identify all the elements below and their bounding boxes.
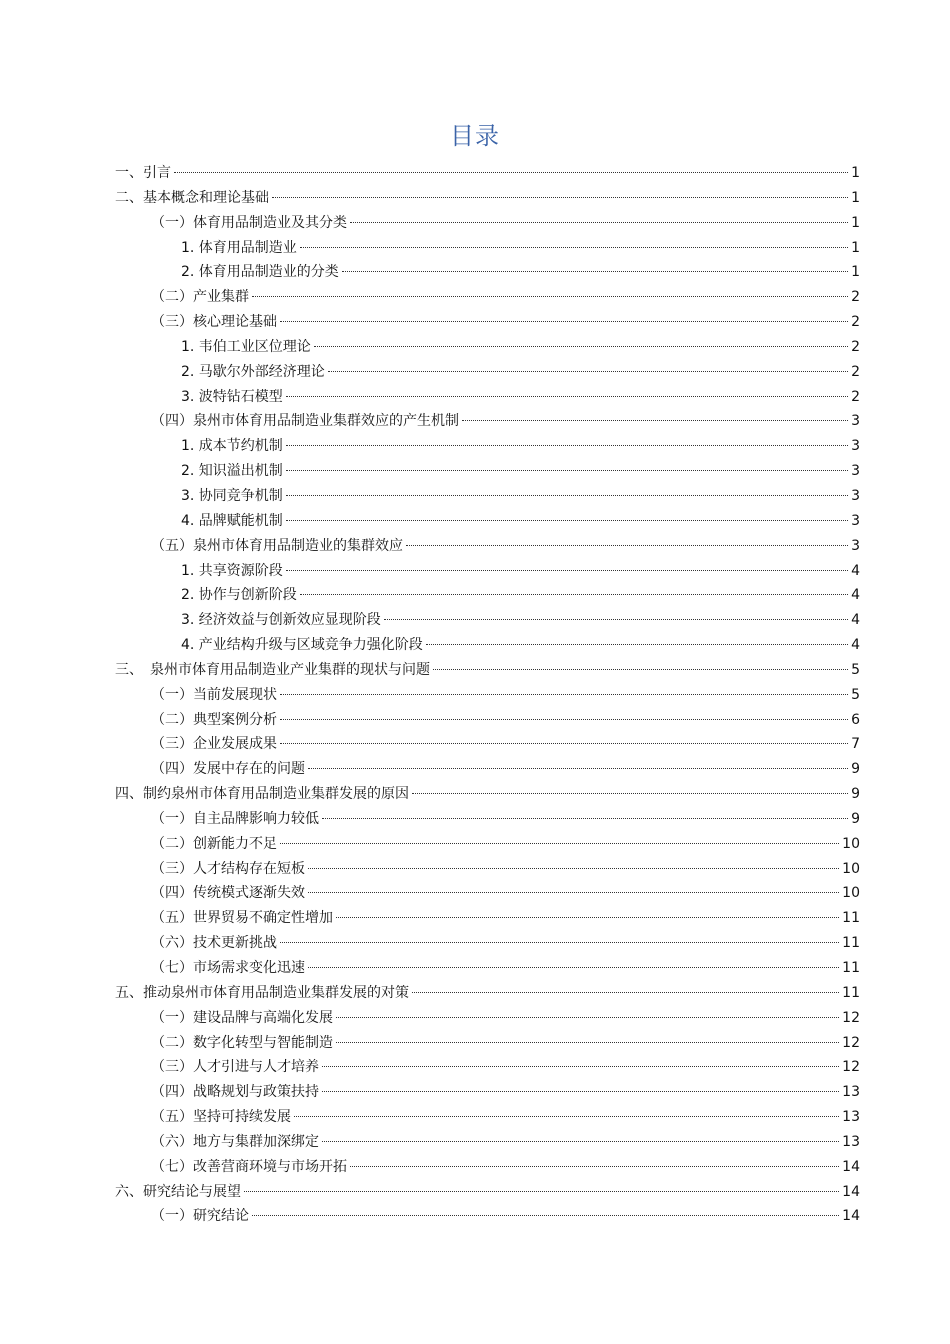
toc-entry-page-number: 3 [851, 438, 860, 455]
toc-entry[interactable] [115, 1105, 860, 1130]
toc-entry[interactable] [115, 1006, 860, 1031]
toc-entry-page-number: 11 [842, 960, 860, 976]
toc-entry-label: （三）人才结构存在短板 [151, 860, 305, 877]
toc-entry-page-number: 4 [851, 612, 860, 629]
toc-entry-page-number: 11 [842, 910, 860, 927]
toc-entry-page-number: 11 [842, 935, 860, 952]
toc-entry-label: （四）传统模式逐渐失效 [151, 885, 305, 902]
toc-entry[interactable] [115, 434, 860, 459]
toc-entry-page-number: 2 [851, 363, 860, 380]
toc-entry-label: （一）体育用品制造业及其分类 [151, 214, 347, 231]
toc-entry[interactable] [115, 658, 860, 683]
toc-entry-page-number: 12 [842, 1009, 860, 1026]
toc-dot-leader [300, 594, 848, 595]
toc-entry-page-number: 14 [842, 1208, 860, 1225]
toc-entry-label: （七）市场需求变化迅速 [151, 960, 305, 976]
toc-entry[interactable] [115, 832, 860, 857]
toc-dot-leader [328, 371, 848, 372]
toc-dot-leader [280, 719, 848, 720]
toc-dot-leader [280, 321, 848, 322]
toc-dot-leader [286, 570, 848, 571]
toc-dot-leader [462, 420, 848, 421]
toc-entry-label: （五）世界贸易不确定性增加 [151, 910, 333, 927]
toc-dot-leader [308, 868, 839, 869]
toc-entry[interactable] [115, 782, 860, 807]
toc-entry-page-number: 12 [842, 1059, 860, 1076]
toc-entry[interactable] [115, 1031, 860, 1056]
toc-entry[interactable] [115, 708, 860, 733]
toc-dot-leader [342, 271, 848, 272]
toc-dot-leader [252, 296, 848, 297]
toc-entry-label: （三）核心理论基础 [151, 314, 277, 331]
toc-entry[interactable] [115, 211, 860, 236]
toc-entry[interactable] [115, 186, 860, 211]
toc-entry[interactable] [115, 1180, 860, 1205]
toc-entry[interactable] [115, 161, 860, 186]
toc-entry[interactable] [115, 484, 860, 509]
toc-dot-leader [308, 892, 839, 893]
toc-dot-leader [286, 470, 848, 471]
toc-dot-leader [272, 197, 848, 198]
toc-entry[interactable] [115, 559, 860, 584]
toc-entry-page-number: 3 [851, 487, 860, 504]
toc-entry-label: （六）地方与集群加深绑定 [151, 1133, 319, 1150]
toc-entry-page-number: 2 [851, 289, 860, 306]
toc-entry[interactable] [115, 409, 860, 434]
toc-entry-label: （四）发展中存在的问题 [151, 761, 305, 778]
toc-dot-leader [322, 1066, 839, 1067]
toc-dot-leader [300, 247, 848, 248]
toc-entry[interactable] [115, 757, 860, 782]
toc-entry-page-number: 9 [851, 810, 860, 827]
toc-entry-page-number: 10 [842, 835, 860, 852]
toc-entry-label: （二）创新能力不足 [151, 835, 277, 852]
toc-dot-leader [286, 495, 848, 496]
toc-entry-page-number: 3 [851, 463, 860, 480]
toc-entry-label: （三）企业发展成果 [151, 736, 277, 753]
toc-entry[interactable] [115, 509, 860, 534]
toc-entry-page-number: 4 [851, 587, 860, 604]
toc-entry-label: （四）泉州市体育用品制造业集群效应的产生机制 [151, 413, 459, 430]
toc-entry-page-number: 13 [842, 1133, 860, 1150]
toc-entry[interactable] [115, 807, 860, 832]
toc-entry-page-number: 9 [851, 786, 860, 803]
toc-entry-label: 一、引言 [115, 165, 171, 181]
toc-entry-label: 1. 韦伯工业区位理论 [181, 338, 311, 355]
toc-dot-leader [406, 545, 848, 546]
toc-dot-leader [280, 843, 839, 844]
toc-entry[interactable] [115, 1155, 860, 1180]
toc-dot-leader [322, 1091, 839, 1092]
toc-entry-page-number: 9 [851, 761, 860, 778]
toc-entry-page-number: 1 [851, 165, 860, 181]
toc-entry-label: （七）改善营商环境与市场开拓 [151, 1158, 347, 1175]
toc-entry-page-number: 14 [842, 1183, 860, 1200]
toc-entry-label: 3. 经济效益与创新效应显现阶段 [181, 612, 381, 629]
table-of-contents [115, 161, 860, 1229]
toc-dot-leader [252, 1215, 839, 1216]
toc-entry-label: 3. 协同竞争机制 [181, 487, 283, 504]
toc-entry-label: 三、 泉州市体育用品制造业产业集群的现状与问题 [115, 661, 430, 678]
toc-entry-label: （一）建设品牌与高端化发展 [151, 1009, 333, 1026]
toc-entry[interactable] [115, 956, 860, 981]
toc-dot-leader [280, 942, 839, 943]
toc-entry-label: 二、基本概念和理论基础 [115, 189, 269, 206]
toc-dot-leader [286, 396, 848, 397]
toc-entry[interactable] [115, 459, 860, 484]
toc-entry[interactable] [115, 285, 860, 310]
toc-dot-leader [322, 818, 848, 819]
toc-entry-page-number: 4 [851, 562, 860, 579]
toc-entry[interactable] [115, 881, 860, 906]
toc-dot-leader [384, 619, 848, 620]
toc-entry-label: （五）泉州市体育用品制造业的集群效应 [151, 537, 403, 554]
toc-entry-page-number: 13 [842, 1084, 860, 1101]
toc-dot-leader [286, 445, 848, 446]
toc-entry-label: 1. 成本节约机制 [181, 438, 283, 455]
toc-entry-page-number: 2 [851, 388, 860, 405]
toc-entry-label: （一）自主品牌影响力较低 [151, 810, 319, 827]
toc-entry[interactable] [115, 981, 860, 1006]
toc-entry-page-number: 14 [842, 1158, 860, 1175]
toc-entry[interactable] [115, 608, 860, 633]
toc-dot-leader [336, 917, 839, 918]
toc-entry-page-number: 1 [851, 264, 860, 281]
toc-entry[interactable] [115, 236, 860, 261]
toc-entry-page-number: 3 [851, 537, 860, 554]
toc-entry-label: 4. 品牌赋能机制 [181, 512, 283, 529]
toc-entry-label: （一）当前发展现状 [151, 686, 277, 703]
toc-entry-page-number: 1 [851, 239, 860, 256]
toc-dot-leader [412, 793, 848, 794]
toc-entry[interactable] [115, 633, 860, 658]
toc-entry[interactable] [115, 931, 860, 956]
toc-entry[interactable] [115, 260, 860, 285]
toc-entry[interactable] [115, 385, 860, 410]
toc-dot-leader [174, 172, 848, 173]
toc-dot-leader [336, 1017, 839, 1018]
toc-entry-page-number: 10 [842, 860, 860, 877]
toc-entry-label: 四、制约泉州市体育用品制造业集群发展的原因 [115, 786, 409, 803]
toc-dot-leader [426, 644, 848, 645]
toc-entry-page-number: 4 [851, 637, 860, 654]
toc-entry-label: 2. 协作与创新阶段 [181, 587, 297, 604]
toc-dot-leader [433, 669, 848, 670]
toc-entry-page-number: 2 [851, 314, 860, 331]
toc-entry-label: （四）战略规划与政策扶持 [151, 1084, 319, 1101]
toc-entry-page-number: 13 [842, 1109, 860, 1126]
toc-entry-page-number: 3 [851, 512, 860, 529]
toc-entry-page-number: 3 [851, 413, 860, 430]
toc-entry-page-number: 12 [842, 1034, 860, 1051]
toc-dot-leader [280, 694, 848, 695]
toc-entry-label: 1. 体育用品制造业 [181, 239, 297, 256]
toc-entry-page-number: 5 [851, 661, 860, 678]
toc-dot-leader [322, 1141, 839, 1142]
toc-entry-page-number: 1 [851, 214, 860, 231]
toc-dot-leader [350, 222, 848, 223]
toc-entry-label: （三）人才引进与人才培养 [151, 1059, 319, 1076]
toc-entry-label: （五）坚持可持续发展 [151, 1109, 291, 1126]
toc-entry-label: 2. 体育用品制造业的分类 [181, 264, 339, 281]
toc-entry[interactable] [115, 310, 860, 335]
toc-entry-page-number: 10 [842, 885, 860, 902]
toc-entry-label: 六、研究结论与展望 [115, 1183, 241, 1200]
toc-entry[interactable] [115, 360, 860, 385]
toc-entry[interactable] [115, 732, 860, 757]
toc-entry-label: （二）典型案例分析 [151, 711, 277, 728]
toc-entry-label: （二）产业集群 [151, 289, 249, 306]
toc-dot-leader [286, 520, 848, 521]
toc-entry-label: 1. 共享资源阶段 [181, 562, 283, 579]
toc-entry[interactable] [115, 335, 860, 360]
toc-entry-page-number: 1 [851, 189, 860, 206]
toc-entry-label: 五、推动泉州市体育用品制造业集群发展的对策 [115, 984, 409, 1001]
toc-dot-leader [314, 346, 848, 347]
toc-entry[interactable] [115, 534, 860, 559]
toc-entry-label: 4. 产业结构升级与区域竞争力强化阶段 [181, 637, 423, 654]
toc-entry[interactable] [115, 1080, 860, 1105]
toc-dot-leader [336, 1042, 839, 1043]
toc-entry-label: 2. 马歇尔外部经济理论 [181, 363, 325, 380]
toc-entry-page-number: 2 [851, 338, 860, 355]
toc-entry-page-number: 7 [851, 736, 860, 753]
toc-entry[interactable] [115, 683, 860, 708]
toc-dot-leader [350, 1166, 839, 1167]
toc-entry[interactable] [115, 1055, 860, 1080]
toc-entry[interactable] [115, 1130, 860, 1155]
toc-title: 目录 [450, 122, 500, 150]
toc-entry-page-number: 5 [851, 686, 860, 703]
toc-dot-leader [294, 1116, 839, 1117]
toc-entry[interactable] [115, 1204, 860, 1229]
toc-entry-label: 2. 知识溢出机制 [181, 463, 283, 480]
toc-dot-leader [280, 743, 848, 744]
toc-entry-label: （一）研究结论 [151, 1208, 249, 1225]
toc-dot-leader [308, 768, 848, 769]
toc-entry[interactable] [115, 583, 860, 608]
toc-entry-page-number: 6 [851, 711, 860, 728]
toc-entry-label: （二）数字化转型与智能制造 [151, 1034, 333, 1051]
toc-entry-page-number: 11 [842, 984, 860, 1001]
toc-entry-label: 3. 波特钻石模型 [181, 388, 283, 405]
toc-dot-leader [308, 967, 839, 968]
toc-entry-label: （六）技术更新挑战 [151, 935, 277, 952]
toc-entry[interactable] [115, 857, 860, 882]
toc-dot-leader [412, 992, 839, 993]
toc-dot-leader [244, 1191, 839, 1192]
toc-entry[interactable] [115, 906, 860, 931]
